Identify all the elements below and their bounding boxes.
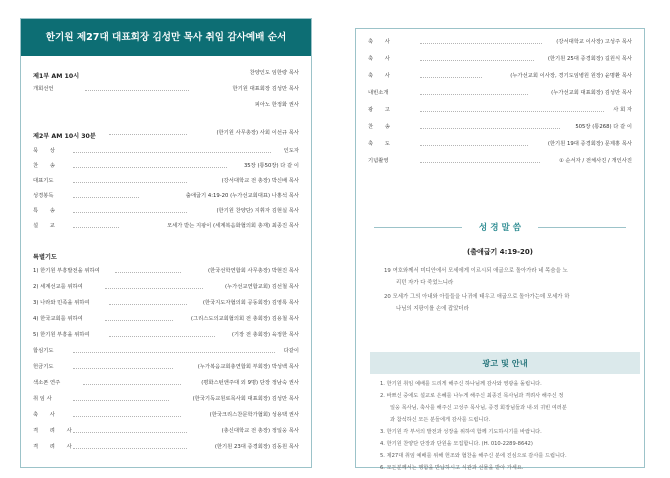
program-row: 합심기도 다같이 bbox=[33, 348, 299, 354]
program-row: 축 사 (한기원 25대 증경회장) 길원식 목사 bbox=[368, 56, 632, 62]
program-row: 축 사 (강서대학교 이사장) 고성주 목사 bbox=[368, 39, 632, 45]
program-row: 기념촬영 ① 순서자 / 전체사진 / 개인사진 bbox=[368, 158, 632, 164]
program-row: 축 도 (한기원 19대 증경회장) 문제홍 목사 bbox=[368, 141, 632, 147]
program-row: 5) 한기원 부흥을 위하여 (기장 전 총회장) 육정한 목사 bbox=[33, 332, 299, 338]
leader-dots bbox=[73, 197, 139, 198]
announcements-title: 광고 및 안내 bbox=[482, 358, 528, 368]
program-title: 한기원 제27대 대표회장 김성만 목사 취임 감사예배 순서 bbox=[21, 19, 311, 56]
leader-dots bbox=[420, 145, 528, 146]
part1-heading: 제1부 AM 10시 bbox=[33, 73, 80, 80]
sermon-header bbox=[356, 215, 644, 237]
program-row: 성경봉독 출애굽기 4:19-20 (누가선교회대표) 나홍석 목사 bbox=[33, 193, 299, 199]
verse-20-line1: 20 모세가 그의 아내와 아들들을 나귀에 태우고 애굽으로 돌아가는데 모세가 하 bbox=[384, 294, 570, 300]
leader-dots bbox=[73, 352, 275, 353]
part2-emcee: (한기원 사무총장) 사회 이선규 목사 bbox=[33, 127, 299, 140]
leader-dots bbox=[109, 134, 187, 135]
part1-worship-leader: 찬양인도 임한량 목사 bbox=[249, 70, 299, 76]
leader-dots bbox=[420, 77, 482, 78]
program-row: 헌금기도 (누가복음교회총연합회 부회장) 박성백 목사 bbox=[33, 364, 299, 370]
leader-dots bbox=[420, 94, 528, 95]
leader-dots bbox=[105, 288, 203, 289]
leader-dots bbox=[73, 182, 187, 183]
leader-dots bbox=[115, 272, 181, 273]
program-row: 묵 상 인도자 bbox=[33, 148, 299, 154]
announcements-header bbox=[370, 352, 640, 374]
leader-dots bbox=[73, 400, 169, 401]
sermon-title: 성 경 말 씀 bbox=[478, 223, 522, 233]
leader-dots bbox=[73, 167, 227, 168]
order-of-service-panel bbox=[20, 18, 312, 468]
divider bbox=[538, 227, 626, 228]
announcement-item: 5. 제27대 취임 예배를 위해 헌조와 협찬을 해주신 분에 진심으로 감사를 드립니다. bbox=[380, 453, 567, 459]
verse-19-line1: 19 여호와께서 미디안에서 모세에게 이르시되 애굽으로 돌아가라 네 목숨을 노 bbox=[384, 268, 568, 274]
leader-dots bbox=[73, 416, 181, 417]
program-row: 격 려 사 (한기원 23대 증경회장) 김동원 목사 bbox=[33, 444, 299, 450]
leader-dots bbox=[420, 111, 604, 112]
part2-heading: 제2부 AM 10시 30분 bbox=[33, 133, 96, 140]
leader-dots bbox=[420, 60, 534, 61]
announcement-item: 6. 모든분께서는 행함을 반납하시고 식관과 선물을 받아 가세요. bbox=[380, 465, 524, 471]
program-row: 격 려 사 (총신대학교 전 총장) 정일웅 목사 bbox=[33, 428, 299, 434]
leader-dots bbox=[83, 384, 181, 385]
leader-dots bbox=[420, 43, 542, 44]
verse-19-line2: 리던 자가 다 죽었느니라 bbox=[396, 280, 454, 286]
program-row: 축 사 (한국크리스찬문학가협회) 성용택 권사 bbox=[33, 412, 299, 418]
leader-dots bbox=[73, 368, 173, 369]
announcement-item: 1. 한기원 취임 예배를 드리게 해주신 하나님께 감사와 영광을 돌립니다. bbox=[380, 381, 542, 387]
announcement-item: 과 참석하신 모든 분들에게 감사를 드립니다. bbox=[390, 417, 491, 423]
program-row: 색소폰 연주 (평화스턴앤주대 외 9명) 단장 정남숙 권사 bbox=[33, 380, 299, 386]
leader-dots bbox=[109, 336, 215, 337]
announcement-item: 3. 한기원 각 부서의 발전과 성장을 위하여 함께 기도하시기를 바랍니다. bbox=[380, 429, 542, 435]
leader-dots bbox=[85, 90, 189, 91]
program-row: 찬 송 505장 (통268) 다 같 이 bbox=[368, 124, 632, 130]
leader-dots bbox=[420, 162, 540, 163]
verse-20-line2: 나님의 지팡이를 손에 잡았더라 bbox=[396, 306, 469, 312]
leader-dots bbox=[73, 152, 271, 153]
leader-dots bbox=[109, 304, 187, 305]
program-row: 2) 세계선교를 위하여 (누가선교연합교회) 김선철 목사 bbox=[33, 284, 299, 290]
program-row: 특 송 (한기원 찬양단) 지휘자 김현실 목사 bbox=[33, 208, 299, 214]
program-row: 4) 한국교회를 위하여 (그리스도의교회협의회 전 총회장) 김용철 목사 bbox=[33, 316, 299, 322]
program-row: 대표기도 (강서대학교 전 총장) 박신배 목사 bbox=[33, 178, 299, 184]
leader-dots bbox=[105, 320, 173, 321]
program-row: 개회선언 한기원 대표회장 김성만 목사 bbox=[33, 86, 299, 92]
program-row: 취 임 사 (한국기독교원로목사회 대표회장) 김성만 목사 bbox=[33, 396, 299, 402]
announcement-item: 2. 바쁘신 중에도 설교로 은혜를 나누게 해주신 최종진 목사님과 격려사 해주신 정 bbox=[380, 393, 564, 399]
program-row: 1) 한기원 부흥발전을 위하여 (한국선학연합회 사무총장) 박현진 목사 bbox=[33, 268, 299, 274]
program-row: 설 교 모세가 받는 지팡이 (세계복음화협의회 총재) 최종진 목사 bbox=[33, 223, 299, 229]
sermon-and-notices-panel bbox=[355, 28, 645, 471]
program-row: 찬 송 35장 (통50장) 다 같 이 bbox=[33, 163, 299, 169]
announcement-item: 4. 한기원 찬양단 단장과 단원을 모집합니다. (H. 010-2289-8642) bbox=[380, 441, 533, 447]
announcement-item: 일웅 목사님, 축사를 해주신 고성주 목사님, 증경 회장님들과 내·외 귀빈 여러분 bbox=[390, 405, 567, 411]
program-row: 축 사 (누가선교회 이사장, 경기도임병원 원장) 윤명환 목사 bbox=[368, 73, 632, 79]
program-row: 3) 나라와 민족을 위하여 (한국지도자협의회 공동회장) 김영록 목사 bbox=[33, 300, 299, 306]
part1-pianist: 피아노 한정화 권사 bbox=[254, 102, 299, 108]
program-row: 내빈소개 (누가선교회 대표회장) 김성만 목사 bbox=[368, 90, 632, 96]
program-row: 광 고 사 회 자 bbox=[368, 107, 632, 113]
leader-dots bbox=[420, 128, 560, 129]
scripture-reference: (출애굽기 4:19-20) bbox=[467, 248, 533, 256]
leader-dots bbox=[73, 227, 119, 228]
leader-dots bbox=[73, 432, 187, 433]
leader-dots bbox=[73, 448, 187, 449]
special-prayer-heading: 특별기도 bbox=[33, 254, 57, 261]
leader-dots bbox=[73, 212, 187, 213]
